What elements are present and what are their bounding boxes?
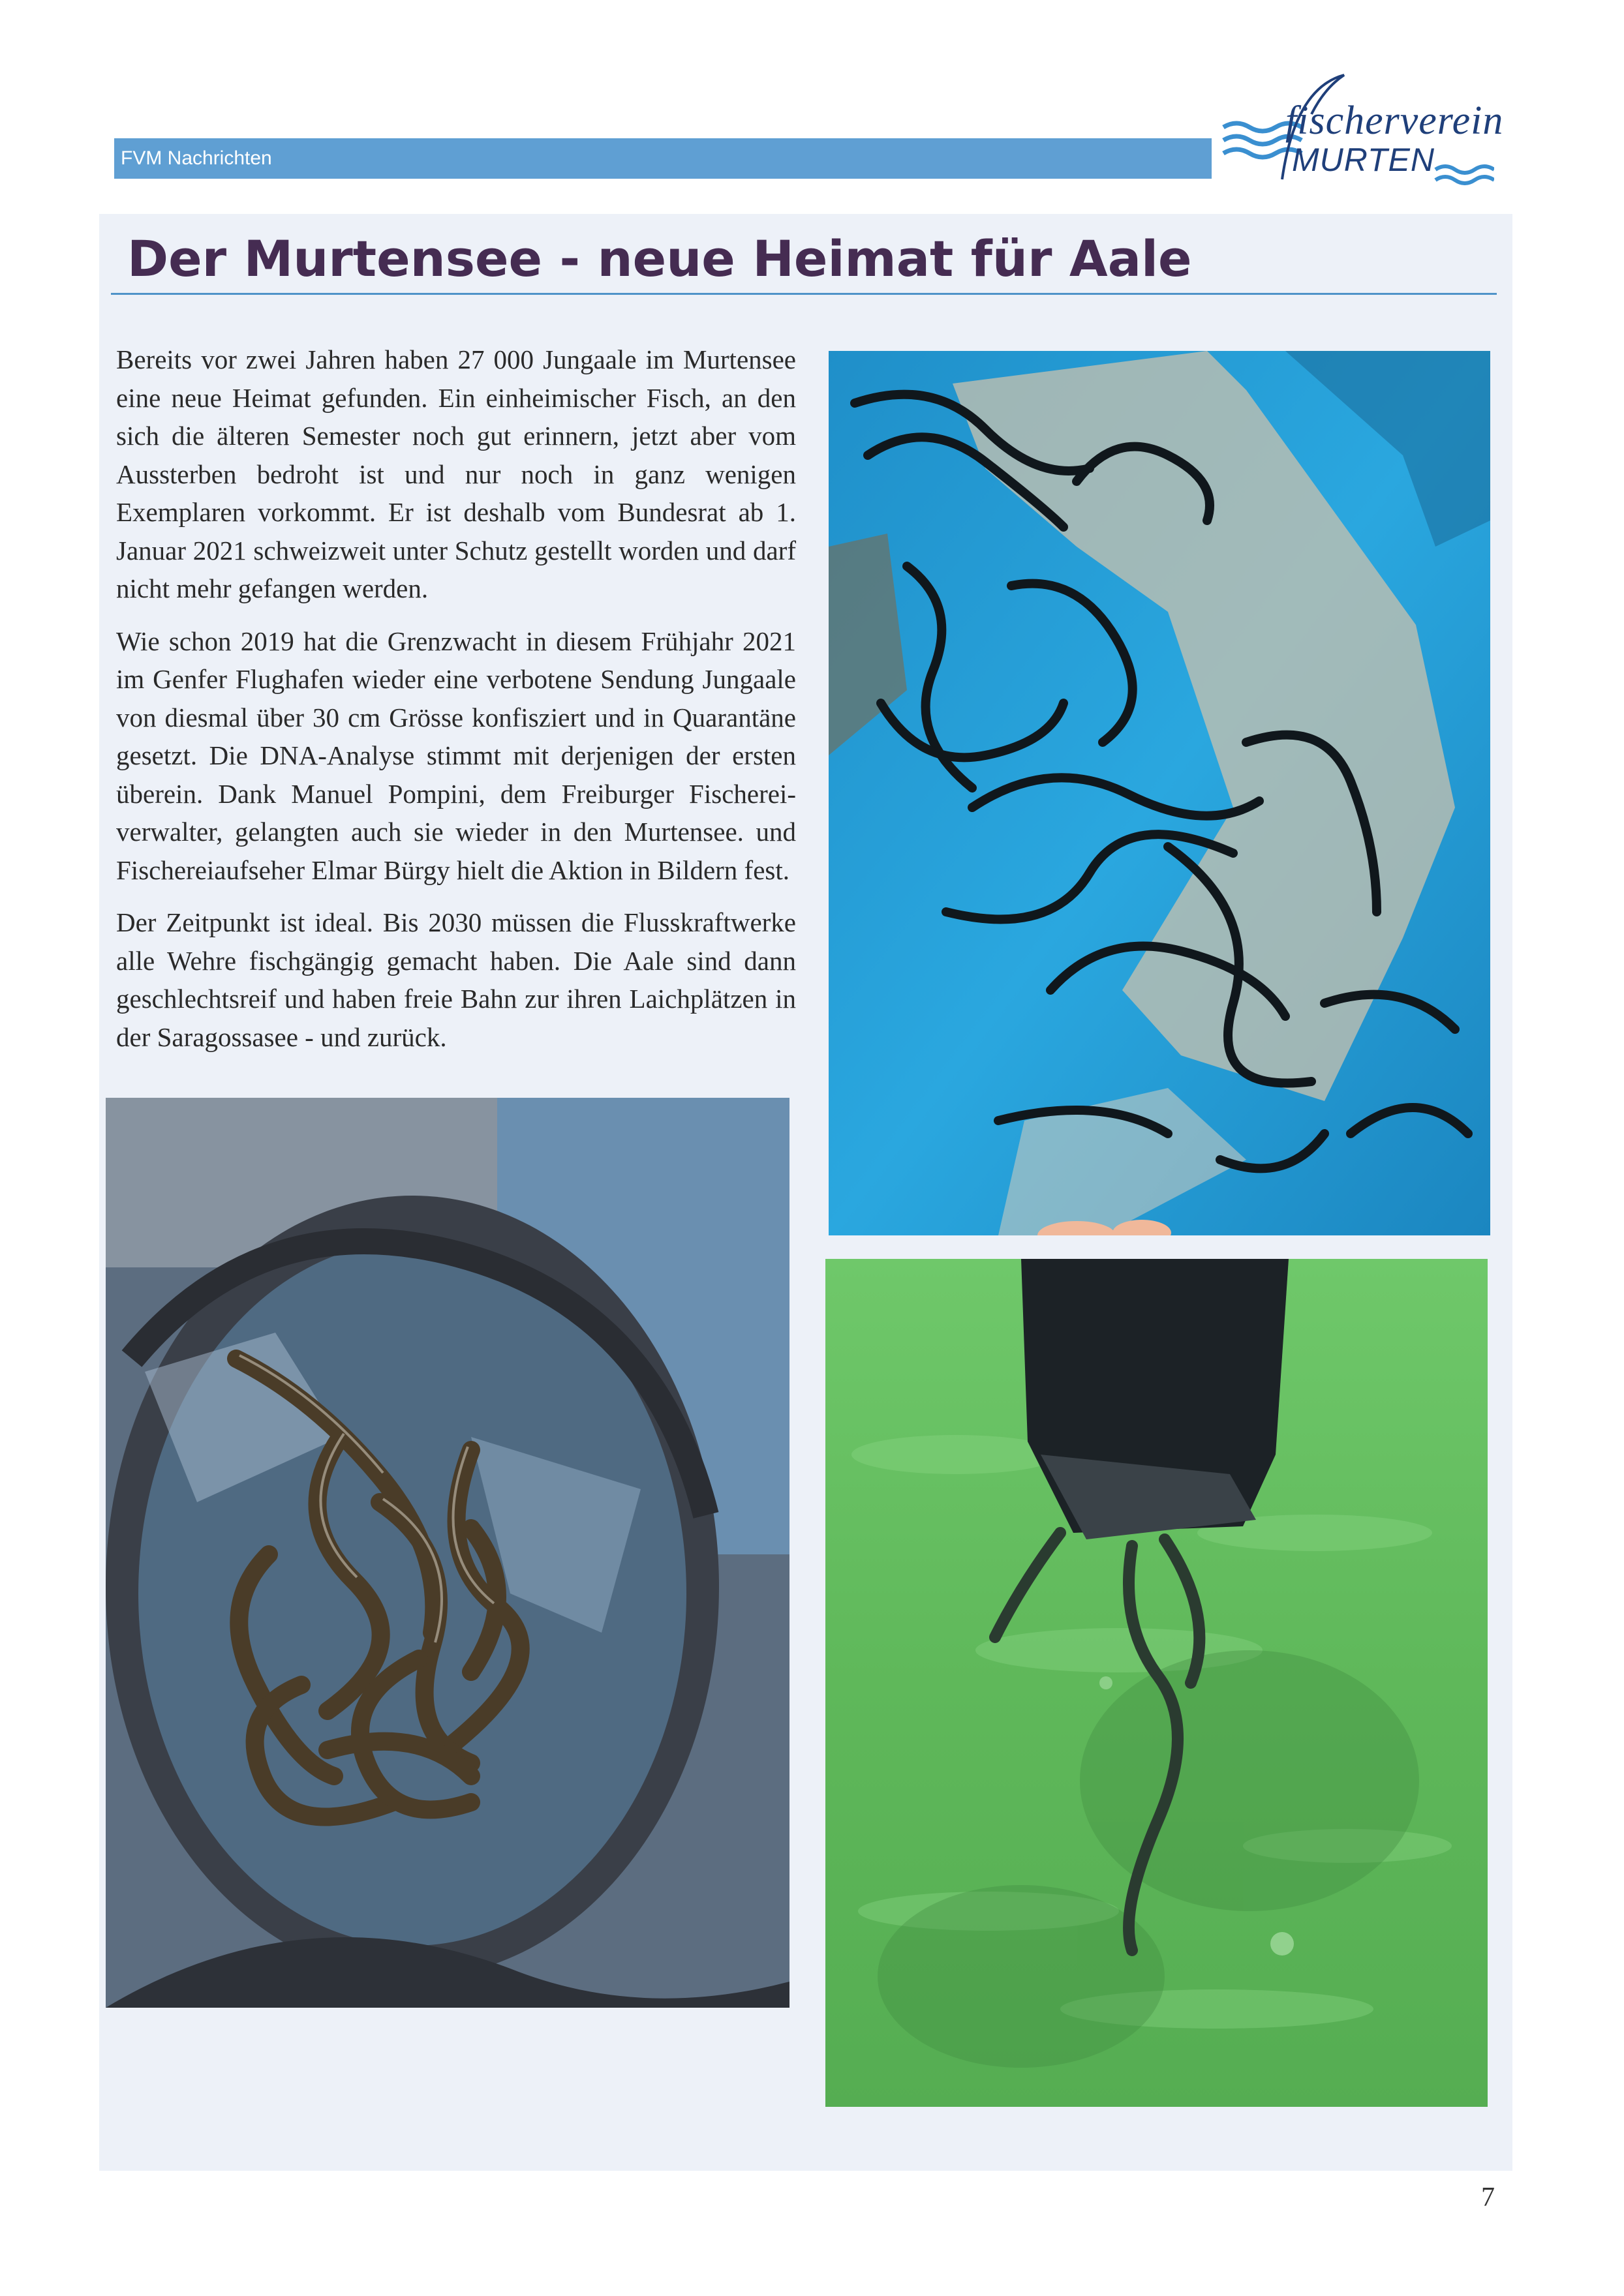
photo-release-into-lake	[825, 1259, 1488, 2107]
paragraph-1: Bereits vor zwei Jahren haben 27 000 Jungaale im Murtensee eine neue Heimat gefunden. Ein einheimischer Fisch, an den sich die älteren Semester noch gut erinnern, jetzt aber vom Aussterben bedroht ist und nur noch in ganz wenigen Exemplaren vorkommt. Er ist deshalb vom Bundesrat ab 1. Januar 2021 schweizweit unter Schutz gestellt worden und darf nicht mehr gefangen werden.	[116, 344, 796, 603]
article-title: Der Murtensee - neue Heimat für Aale	[127, 230, 1192, 288]
title-divider	[111, 293, 1497, 295]
article-body	[116, 340, 796, 1070]
section-header-bar	[114, 138, 1212, 179]
paragraph-3: Der Zeitpunkt ist ideal. Bis 2030 müssen die Flusskraftwerke alle Wehre fischgängig gemacht haben. Die Aale sind dann geschlechtsreif und haben freie Bahn zur ihren Laichplätzen in der Saragossasee - und zurück.	[116, 907, 796, 1052]
fischerverein-logo	[1220, 65, 1504, 189]
paragraph-2: Wie schon 2019 hat die Grenzwacht in diesem Frühjahr 2021 im Genfer Flughafen wieder eine verbotene Sendung Jungaale von diesmal über 30 cm Grösse konfisziert und in Quarantäne gesetzt. Die DNA-Analyse stimmt mit derjenigen der ersten überein. Dank Manuel Pompini, dem Freiburger Fischerei-verwalter, gelangten auch sie wieder in den Murtensee. und Fischereiaufseher Elmar Bürgy hielt die Aktion in Bildern fest.	[116, 626, 796, 885]
logo-text-fischerverein: fischerverein	[1285, 98, 1504, 143]
logo-text-murten: MURTEN	[1292, 142, 1435, 178]
page-number: 7	[1481, 2183, 1495, 2213]
section-label: FVM Nachrichten	[121, 147, 272, 169]
photo-eels-in-net	[106, 1098, 789, 2008]
photo-eels-in-blue-tub	[829, 351, 1490, 1235]
